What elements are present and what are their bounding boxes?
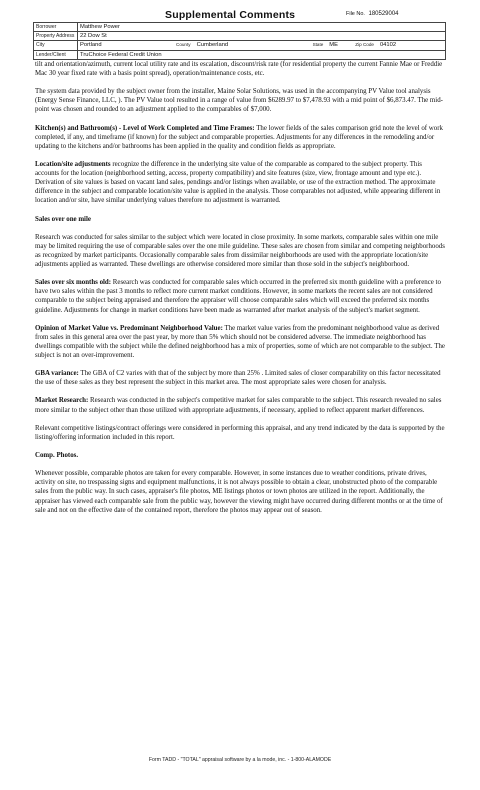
- city-row: [34, 41, 446, 50]
- state-value: ME: [329, 42, 338, 49]
- borrower-value: Matthew Power: [78, 23, 446, 32]
- zip-label: Zip Code: [355, 42, 374, 48]
- state-label: State: [312, 42, 324, 48]
- gba-variance-heading: GBA variance:: [35, 370, 79, 378]
- comp-photos-heading: Comp. Photos.: [35, 452, 79, 460]
- lender-value: TruChoice Federal Credit Union: [78, 50, 446, 59]
- borrower-label: Borrower: [34, 23, 78, 32]
- file-number-value: 180529004: [368, 11, 399, 17]
- city-county-state-zip: [78, 41, 446, 50]
- property-address-value: 22 Dow St: [78, 32, 446, 41]
- file-number-label: File No.: [346, 11, 365, 17]
- paragraph-market-value: [35, 324, 447, 360]
- sales-six-months-text: Research was conducted for comparable sales which occurred in the preferred six month guideline with a preference to have two sales within the past 3 months to reflect more current market conditions. However, in some markets the recent sales are not considered comparable to the subject being appraised and therefore the appraiser will choose comparable sales which will exceed the preferred six months guideline. Adjustments for change in market conditions have been made as warranted after market analysis of the subject's market segment.: [35, 279, 441, 314]
- paragraph-pv-value: The system data provided by the subject owner from the installer, Maine Solar Solutions, was used in the accompanying PV Value tool analysis (Energy Sense Finance, LLC, ). The PV Value tool resulted in a range of value from $6289.97 to $7,478.93 with a mid point of $6,873.47. The mid-point was chosen and rounded to an adjustment applied to the comparables of $7,000.: [35, 88, 443, 114]
- paragraph-sales-six-months: [35, 278, 447, 314]
- city-label: City: [34, 41, 78, 50]
- paragraph-location-site: [35, 160, 447, 205]
- county-label: County: [176, 42, 191, 48]
- market-research-text: Research was conducted in the subject's competitive market for sales comparable to the subject. This research revealed no sales more similar to the subject other than those utilized with appropriate adjustments, if necessary, applied to reflect apparent market differences.: [35, 397, 442, 414]
- paragraph-solar-factors: tilt and orientation/azimuth, current local utility rate and its escalation, discount/risk rate (for residential property the current Fannie Mae or Freddie Mac 30 year fixed rate with a basis point spread), operation/maintenance costs, etc.: [35, 61, 443, 78]
- paragraph-sales-over-mile-heading: [35, 215, 447, 224]
- page-footer: Form TADD - "TOTAL" appraisal software by a la mode, inc. - 1-800-ALAMODE: [148, 757, 332, 763]
- sales-six-months-heading: Sales over six months old:: [35, 279, 112, 287]
- paragraph-kitchen-bath: [35, 124, 447, 151]
- file-number: [346, 11, 399, 17]
- comments-body: [35, 60, 447, 524]
- paragraph-comp-photos-heading: [35, 451, 447, 460]
- market-value-heading: Opinion of Market Value vs. Predominant Neighborhood Value:: [35, 324, 223, 332]
- location-site-heading: Location/site adjustments: [35, 161, 111, 169]
- city-value: Portland: [80, 42, 102, 49]
- kitchen-bath-text: The lower fields of the sales comparison grid note the level of work completed, if any, and timeframe (if known) for the subject and comparable properties. Adjustments for any differences in the remodeling and/or updating to the kitchens and/or bathrooms has been applied in the quality and condition fields as appropriate.: [35, 124, 443, 150]
- paragraph-gba-variance: [35, 369, 447, 387]
- paragraph-listings: Relevant competitive listings/contract offerings were considered in performing this appraisal, and any trend indicated by the data is supported by the listing/offering information included in this report.: [35, 424, 445, 441]
- market-research-heading: Market Research:: [35, 397, 89, 405]
- zip-value: 04102: [379, 42, 397, 49]
- sales-over-mile-heading: Sales over one mile: [35, 215, 91, 223]
- lender-label: Lender/Client: [34, 50, 78, 59]
- gba-variance-text: The GBA of C2 varies with that of the subject by more than 25% . Limited sales of closer comparability on this factor necessitated the use of these sales as they best represent the subject in this market area. The most appropriate sales were chosen for analysis.: [35, 370, 441, 387]
- paragraph-sales-over-mile: Research was conducted for sales similar to the subject which were located in close proximity. In some markets, comparable sales within one mile may be limited requiring the use of comparable sales over the one mile guideline. These sales are chosen from similar and competing neighborhoods as recognized by market participants. Occasionally comparable sales from dissimilar neighborhoods are used with the appropriate location/site adjustments applied as warranted. These dwellings are otherwise considered more similar than those sold in the subject's neighborhood.: [35, 233, 445, 269]
- borrower-row: [34, 23, 446, 32]
- subject-info-table: [33, 22, 446, 60]
- paragraph-market-research: [35, 396, 447, 414]
- lender-row: [34, 50, 446, 59]
- property-address-row: [34, 32, 446, 41]
- property-address-label: Property Address: [34, 32, 78, 41]
- kitchen-bath-heading: Kitchen(s) and Bathroom(s) - Level of Work Completed and Time Frames:: [35, 124, 255, 132]
- location-site-text: recognize the difference in the underlying site value of the comparable as compared to the subject property. This accounts for the location (neighborhood setting, access, property compatibility) and site features (size, view, frontage amount and type etc.). Derivation of site values is based on vacant land sales, pendings and/or listings when available, or use of the extraction method. The approximate difference in the subject and comparable location/site value is applied in the analysis. Those comparables not adjusted, while appearing different in location and/or site, have similar underlying values therefore no adjustment is warranted.: [35, 161, 441, 205]
- county-value: Cumberland: [196, 42, 229, 49]
- paragraph-comp-photos: Whenever possible, comparable photos are taken for every comparable. However, in some instances due to weather conditions, private drives, activity on site, no trespassing signs and equipment malfunctions, it is not always possible to obtain a clear, unobstructed photo of the comparable sales from the public way. In such cases, appraiser's file photos, ME listings photos or town photos are utilized in the report. Additionally, the appraiser has viewed each comparable sale from the public way, however the viewing might have occurred during different months or at the time of sale and not on the effective date of the contained report, therefore the photos may appear out of season.: [35, 470, 443, 514]
- page-title: Supplemental Comments: [165, 9, 296, 21]
- market-value-text: The market value varies from the predominant neighborhood value as derived from sales in this general area over the past year, by more than 5% which should not be considered adverse. The immediate neighborhood has dwellings compatible with the subject while the defined neighborhood has a mix of properties, some of which are not comparable to the subject. The subject is not an over-improvement.: [35, 324, 445, 359]
